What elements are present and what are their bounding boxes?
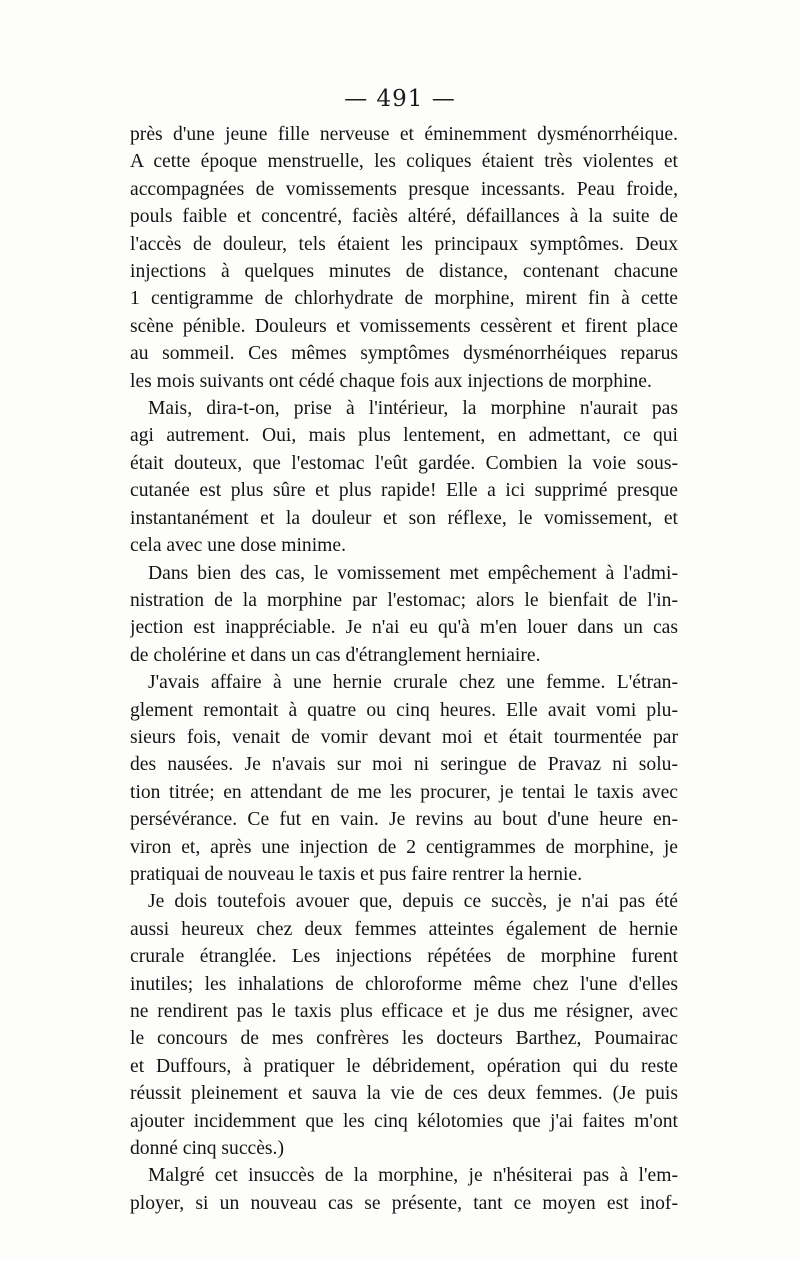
text-line: ployer, si un nouveau cas se présente, tant ce moyen est inof- [130, 1192, 678, 1214]
paragraph [130, 888, 678, 1162]
text-line: 1 centigramme de chlorhydrate de morphine, mirent fin à cette [130, 288, 678, 310]
text-line: jection est inappréciable. Je n'ai eu qu'à m'en louer dans un cas [130, 617, 678, 639]
text-line: scène pénible. Douleurs et vomissements cessèrent et firent place [130, 315, 678, 337]
text-line: pouls faible et concentré, faciès altéré, défaillances à la suite de [130, 206, 678, 228]
paragraph [130, 1162, 678, 1217]
text-line: tion titrée; en attendant de me les procurer, je tentai le taxis avec [130, 781, 678, 803]
body-text [130, 121, 678, 1217]
text-line: viron et, après une injection de 2 centigrammes de morphine, je [130, 836, 678, 858]
text-line: donné cinq succès.) [130, 1138, 284, 1160]
text-line: crurale étranglée. Les injections répétées de morphine furent [130, 946, 678, 968]
paragraph [130, 560, 678, 670]
text-line: Je dois toutefois avouer que, depuis ce succès, je n'ai pas été [148, 891, 678, 913]
text-line: près d'une jeune fille nerveuse et éminemment dysménorrhéique. [130, 124, 678, 145]
text-line: ne rendirent pas le taxis plus efficace et je dus me résigner, avec [130, 1001, 678, 1022]
text-line: aussi heureux chez deux femmes atteintes également de hernie [130, 918, 678, 940]
text-line: accompagnées de vomissements presque incessants. Peau froide, [130, 178, 678, 200]
paragraph [130, 669, 678, 888]
text-line: A cette époque menstruelle, les coliques étaient très violentes et [130, 151, 678, 173]
text-line: Malgré cet insuccès de la morphine, je n'hésiterai pas à l'em- [148, 1165, 678, 1187]
text-line: pratiquai de nouveau le taxis et pus faire rentrer la hernie. [130, 863, 583, 885]
text-line: nistration de la morphine par l'estomac; alors le bienfait de l'in- [130, 589, 678, 611]
text-line: de cholérine et dans un cas d'étranglement herniaire. [130, 644, 541, 666]
paragraph [130, 395, 678, 559]
text-line: J'avais affaire à une hernie crurale chez une femme. L'étran- [148, 672, 678, 694]
text-line: ajouter incidemment que les cinq kélotomies que j'ai faites m'ont [130, 1110, 678, 1132]
text-line: glement remontait à quatre ou cinq heures. Elle avait vomi plu- [130, 699, 678, 721]
text-line: persévérance. Ce fut en vain. Je revins au bout d'une heure en- [130, 809, 678, 831]
text-line: était douteux, que l'estomac l'eût gardée. Combien la voie sous- [130, 452, 678, 474]
paragraph [130, 121, 678, 395]
text-line: l'accès de douleur, tels étaient les principaux symptômes. Deux [130, 233, 678, 255]
text-line: le concours de mes confrères les docteurs Barthez, Poumairac [130, 1028, 678, 1050]
text-line: et Duffours, à pratiquer le débridement, opération qui du reste [130, 1055, 678, 1077]
text-line: cela avec une dose minime. [130, 535, 346, 557]
text-line: des nausées. Je n'avais sur moi ni seringue de Pravaz ni solu- [130, 754, 678, 776]
text-line: Dans bien des cas, le vomissement met empêchement à l'admi- [148, 562, 678, 584]
text-line: réussit pleinement et sauva la vie de ces deux femmes. (Je puis [130, 1083, 678, 1105]
text-line: les mois suivants ont cédé chaque fois aux injections de morphine. [130, 370, 652, 392]
text-line: sieurs fois, venait de vomir devant moi et était tourmentée par [130, 726, 678, 748]
page-number: — 491 — [344, 86, 456, 112]
text-line: Mais, dira-t-on, prise à l'intérieur, la morphine n'aurait pas [148, 398, 678, 420]
text-line: instantanément et la douleur et son réflexe, le vomissement, et [130, 507, 678, 529]
text-line: injections à quelques minutes de distance, contenant chacune [130, 261, 678, 283]
text-line: cutanée est plus sûre et plus rapide! Elle a ici supprimé presque [130, 480, 678, 502]
text-line: agi autrement. Oui, mais plus lentement, en admettant, ce qui [130, 425, 678, 447]
text-line: inutiles; les inhalations de chloroforme même chez l'une d'elles [130, 973, 678, 995]
text-line: au sommeil. Ces mêmes symptômes dysménorrhéiques reparus [130, 343, 678, 365]
